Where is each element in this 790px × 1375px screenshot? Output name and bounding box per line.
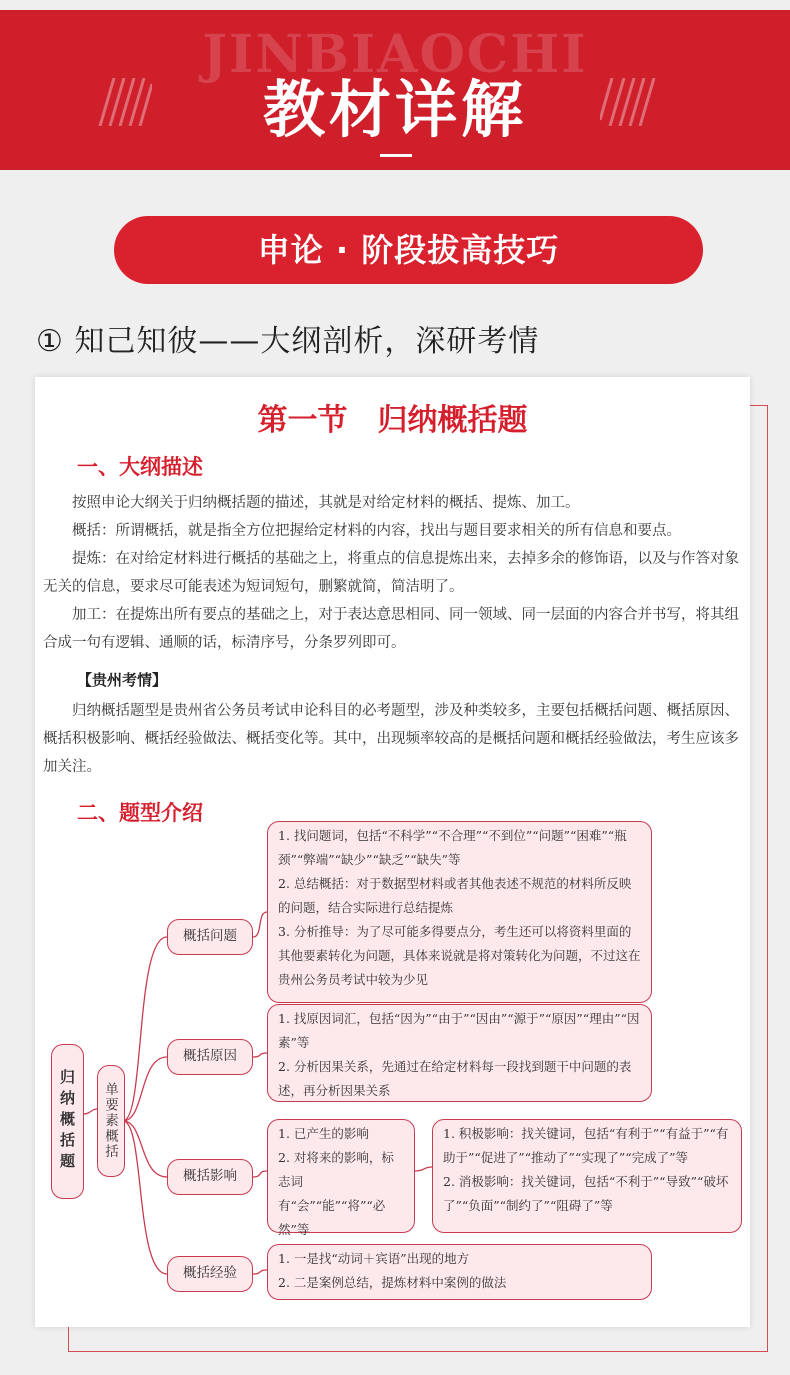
- detail-problem: [267, 821, 652, 1003]
- category-problem: 概括问题: [167, 919, 253, 955]
- outline-paragraph: 按照申论大纲关于归纳概括题的描述，其就是对给定材料的概括、提炼、加工。: [72, 495, 580, 511]
- book-page: [35, 377, 750, 1327]
- detail-line: 3. 分析推导：为了尽可能多得要点分，考生还可以将资料里面的其他要素转化为问题，具体来说就是将对策转化为问题，不过这在贵州公务员考试中较为少见: [278, 924, 641, 987]
- category-cause: 概括原因: [167, 1039, 253, 1075]
- detail-line: 2. 二是案例总结，提炼材料中案例的做法: [278, 1275, 507, 1290]
- detail-line: 1. 积极影响：找关键词，包括“有利于”“有益于”“有助于”“促进了”“推动了”“实现了”“完成了”等: [443, 1126, 729, 1165]
- detail-line: 2. 分析因果关系，先通过在给定材料每一段找到题干中问题的表述，再分析因果关系: [278, 1059, 632, 1098]
- category-impact: 概括影响: [167, 1159, 253, 1195]
- header-banner: [0, 10, 790, 170]
- detail-line: 2. 消极影响：找关键词，包括“不利于”“导致”“破坏了”“负面”“制约了”“阻碍了”等: [443, 1174, 729, 1213]
- mindmap-root: 归纳概括题: [51, 1044, 84, 1199]
- detail-line: 1. 找原因词汇，包括“因为”“由于”“因由”“源于”“原因”“理由”“因素”等: [278, 1011, 640, 1050]
- exam-label: 【贵州考情】: [77, 671, 168, 689]
- types-heading: 二、题型介绍: [77, 801, 203, 825]
- detail-impact-sub: [432, 1119, 742, 1233]
- detail-cause: [267, 1004, 652, 1102]
- detail-line: 1. 一是找“动词＋宾语”出现的地方: [278, 1251, 470, 1266]
- stage-pill: 申论 · 阶段拔高技巧: [114, 216, 703, 284]
- page-title: 第一节 归纳概括题: [257, 403, 528, 438]
- detail-impact: [267, 1119, 415, 1237]
- detail-line: 2. 总结概括：对于数据型材料或者其他表述不规范的材料所反映的问题，结合实际进行总结提炼: [278, 876, 632, 915]
- exam-paragraph: 归纳概括题型是贵州省公务员考试申论科目的必考题型，涉及种类较多，主要包括概括问题、概括原因、概括积极影响、概括经验做法、概括变化等。其中，出现频率较高的是概括问题和概括经验做法，考生应该多加关注。: [43, 703, 739, 775]
- outline-paragraph: 概括：所谓概括，就是指全方位把握给定材料的内容，找出与题目要求相关的所有信息和要点。: [72, 523, 681, 539]
- stripes-decoration-right: [600, 78, 658, 126]
- outline-paragraph: 加工：在提炼出所有要点的基础之上，对于表达意思相同、同一领域、同一层面的内容合并书写，将其组合成一句有逻辑、通顺的话，标清序号，分条罗列即可。: [43, 607, 739, 651]
- banner-title: 教材详解: [262, 73, 527, 146]
- banner-dash: [380, 154, 412, 157]
- outline-heading: 一、大纲描述: [77, 455, 203, 479]
- detail-experience: [267, 1244, 652, 1300]
- detail-line: 2. 对将来的影响，标志词有“会”“能”“将”“必然”等: [278, 1150, 394, 1237]
- detail-line: 1. 找问题词，包括“不科学”“不合理”“不到位”“问题”“困难”“瓶颈”“弊端”“缺少”“缺乏”“缺失”等: [278, 828, 627, 867]
- mindmap-branch: 单要素概括: [97, 1065, 125, 1177]
- outline-paragraph: 提炼：在对给定材料进行概括的基础之上，将重点的信息提炼出来，去掉多余的修饰语，以及与作答对象无关的信息，要求尽可能表述为短词短句，删繁就简，简洁明了。: [43, 551, 739, 595]
- category-experience: 概括经验: [167, 1256, 253, 1292]
- detail-line: 1. 已产生的影响: [278, 1126, 369, 1141]
- banner-watermark: JINBIAOCHI: [202, 24, 588, 85]
- section-heading: ① 知己知彼——大纲剖析，深研考情: [36, 324, 540, 359]
